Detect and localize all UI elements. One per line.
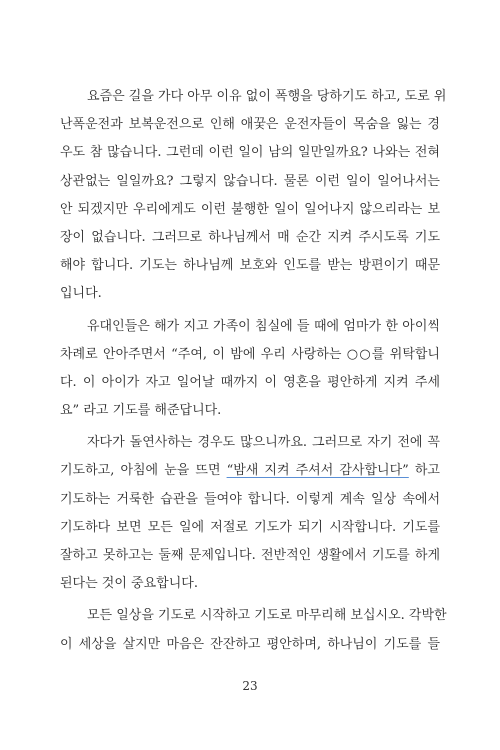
underlined-quote: “밤새 지켜 주셔서 감사합니다” xyxy=(226,463,409,479)
text-line: 장이 없습니다. 그러므로 하나님께서 매 순간 지켜 주시도록 기도 xyxy=(60,229,440,245)
paragraph-2 xyxy=(60,313,440,426)
paragraph-3 xyxy=(60,429,440,598)
text-line: 유대인들은 해가 지고 가족이 침실에 들 때에 엄마가 한 아이씩 xyxy=(87,318,440,334)
text-line: 요즘은 길을 가다 아무 이유 없이 폭행을 당하기도 하고, 도로 위 xyxy=(87,89,447,104)
text-segment: 하고 xyxy=(408,463,440,479)
text-line: 된다는 것이 중요합니다. xyxy=(60,576,198,592)
text-line: 입니다. xyxy=(60,286,102,302)
text-line: 상관없는 일일까요? 그렇지 않습니다. 물론 이런 일이 일어나서는 xyxy=(60,173,440,189)
text-line: 우도 참 많습니다. 그런데 이런 일이 남의 일만일까요? 나와는 전혀 xyxy=(60,145,440,161)
body-text xyxy=(60,83,447,659)
paragraph-1 xyxy=(60,83,447,309)
text-line: 안 되겠지만 우리에게도 이런 불행한 일이 일어나지 않으리라는 보 xyxy=(60,201,440,217)
text-line: 난폭운전과 보복운전으로 인해 애꿎은 운전자들이 목숨을 잃는 경 xyxy=(60,117,440,133)
text-line: 모든 일상을 기도로 시작하고 기도로 마무리해 보십시오. 각박한 xyxy=(87,608,447,624)
text-line: 해야 합니다. 기도는 하나님께 보호와 인도를 받는 방편이기 때문 xyxy=(60,258,440,274)
text-line: 기도하는 거룩한 습관을 들여야 합니다. 이렇게 계속 일상 속에서 xyxy=(60,491,440,507)
text-line: 자다가 돌연사하는 경우도 많으니까요. 그러므로 자기 전에 꼭 xyxy=(87,435,440,451)
text-line: 기도하다 보면 모든 일에 저절로 기도가 되기 시작합니다. 기도를 xyxy=(60,519,440,535)
text-line: 이 세상을 살지만 마음은 잔잔하고 평안하며, 하나님이 기도를 들 xyxy=(60,636,440,652)
page-number: 23 xyxy=(242,679,258,693)
text-line: 차례로 안아주면서 “주여, 이 밤에 우리 사랑하는 ○○를 위탁합니 xyxy=(60,346,440,362)
text-segment: 기도하고, 아침에 눈을 뜨면 xyxy=(60,463,221,479)
text-line: 잘하고 못하고는 둘째 문제입니다. 전반적인 생활에서 기도를 하게 xyxy=(60,548,440,563)
text-line: 요” 라고 기도를 해준답니다. xyxy=(60,403,222,419)
text-line-with-quote xyxy=(60,457,440,485)
text-line: 다. 이 아이가 자고 일어날 때까지 이 영혼을 평안하게 지켜 주세 xyxy=(60,374,440,390)
paragraph-4 xyxy=(60,602,447,658)
